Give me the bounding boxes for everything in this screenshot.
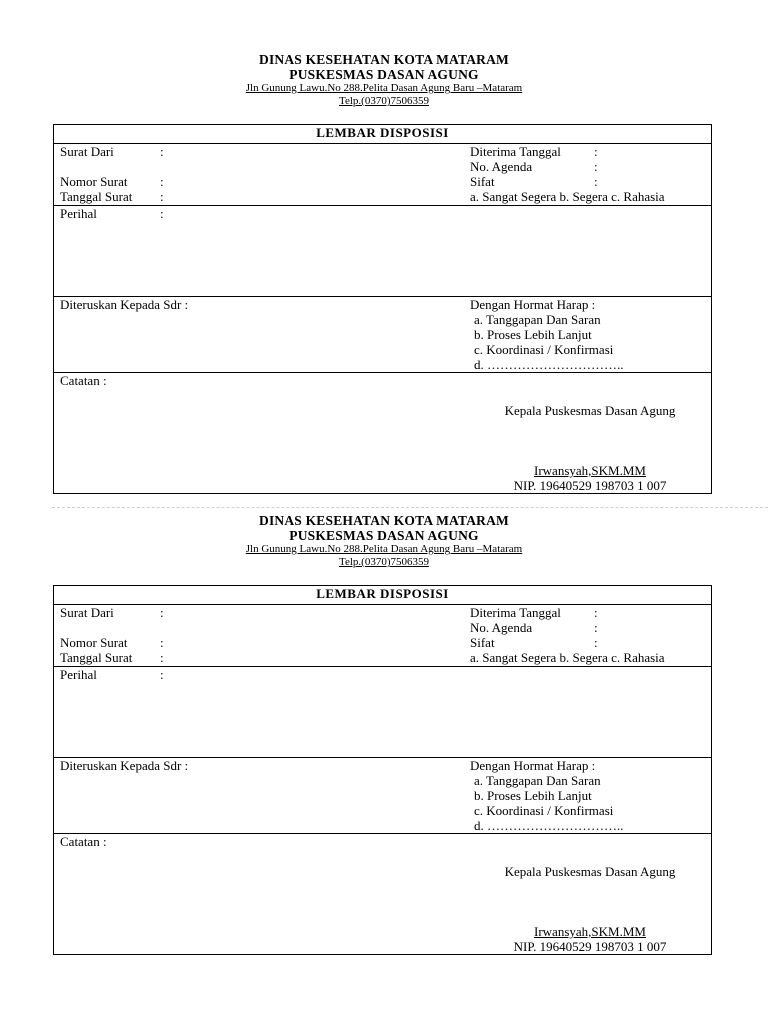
catatan-label: Catatan : <box>60 373 107 388</box>
option-d: d. ………………………….. <box>474 357 624 372</box>
letterhead <box>0 52 768 108</box>
catatan-label: Catatan : <box>60 834 107 849</box>
option-c: c. Koordinasi / Konfirmasi <box>474 342 614 357</box>
tanggal-surat-colon: : <box>160 650 164 665</box>
letter-info-row <box>54 144 712 206</box>
cut-line <box>52 507 768 508</box>
unit-name: PUSKESMAS DASAN AGUNG <box>289 67 479 82</box>
form-title: LEMBAR DISPOSISI <box>54 125 712 144</box>
notes-row <box>54 834 712 955</box>
diterima-tanggal-colon: : <box>594 144 598 159</box>
diterima-tanggal-colon: : <box>594 605 598 620</box>
sifat-options: a. Sangat Segera b. Segera c. Rahasia <box>470 189 665 204</box>
perihal-row <box>54 206 712 297</box>
agency-name: DINAS KESEHATAN KOTA MATARAM <box>259 513 509 528</box>
disposition-table <box>53 124 712 494</box>
phone: Telp.(0370)7506359 <box>339 95 429 107</box>
letterhead <box>0 513 768 569</box>
dengan-hormat-label: Dengan Hormat Harap : <box>470 297 596 312</box>
nomor-surat-colon: : <box>160 635 164 650</box>
tanggal-surat-label: Tanggal Surat <box>60 189 133 204</box>
surat-dari-colon: : <box>160 144 164 159</box>
tanggal-surat-label: Tanggal Surat <box>60 650 133 665</box>
sifat-colon: : <box>594 174 598 189</box>
agency-name: DINAS KESEHATAN KOTA MATARAM <box>259 52 509 67</box>
option-b: b. Proses Lebih Lanjut <box>474 788 592 803</box>
dengan-hormat-label: Dengan Hormat Harap : <box>470 758 596 773</box>
perihal-colon: : <box>160 206 164 221</box>
signature-position: Kepala Puskesmas Dasan Agung <box>504 864 676 879</box>
option-d: d. ………………………….. <box>474 818 624 833</box>
signature-position: Kepala Puskesmas Dasan Agung <box>504 403 676 418</box>
letter-info-row <box>54 605 712 667</box>
diterima-tanggal-label: Diterima Tanggal <box>470 605 561 620</box>
surat-dari-label: Surat Dari <box>60 605 114 620</box>
option-a: a. Tanggapan Dan Saran <box>474 312 601 327</box>
address: Jln Gunung Lawu.No 288.Pelita Dasan Agung Baru –Mataram <box>245 543 523 555</box>
sifat-label: Sifat <box>470 635 495 650</box>
perihal-row <box>54 667 712 758</box>
diterima-tanggal-label: Diterima Tanggal <box>470 144 561 159</box>
phone: Telp.(0370)7506359 <box>339 556 429 568</box>
nomor-surat-label: Nomor Surat <box>60 635 128 650</box>
form-title: LEMBAR DISPOSISI <box>54 586 712 605</box>
perihal-colon: : <box>160 667 164 682</box>
sifat-label: Sifat <box>470 174 495 189</box>
nomor-surat-colon: : <box>160 174 164 189</box>
surat-dari-colon: : <box>160 605 164 620</box>
sifat-options: a. Sangat Segera b. Segera c. Rahasia <box>470 650 665 665</box>
nomor-surat-label: Nomor Surat <box>60 174 128 189</box>
diteruskan-label: Diteruskan Kepada Sdr : <box>60 758 189 773</box>
notes-row <box>54 373 712 494</box>
disposition-form-1 <box>0 52 768 493</box>
address: Jln Gunung Lawu.No 288.Pelita Dasan Agung Baru –Mataram <box>245 82 523 94</box>
diteruskan-label: Diteruskan Kepada Sdr : <box>60 297 189 312</box>
disposition-form-2 <box>0 513 768 954</box>
signature-name: Irwansyah,SKM.MM <box>534 924 646 939</box>
option-c: c. Koordinasi / Konfirmasi <box>474 803 614 818</box>
forwarding-row <box>54 297 712 373</box>
signature-nip: NIP. 19640529 198703 1 007 <box>513 478 667 493</box>
no-agenda-colon: : <box>594 620 598 635</box>
no-agenda-label: No. Agenda <box>470 620 533 635</box>
option-b: b. Proses Lebih Lanjut <box>474 327 592 342</box>
perihal-label: Perihal <box>60 667 97 682</box>
forwarding-row <box>54 758 712 834</box>
unit-name: PUSKESMAS DASAN AGUNG <box>289 528 479 543</box>
option-a: a. Tanggapan Dan Saran <box>474 773 601 788</box>
disposition-table <box>53 585 712 955</box>
perihal-label: Perihal <box>60 206 97 221</box>
signature-nip: NIP. 19640529 198703 1 007 <box>513 939 667 954</box>
surat-dari-label: Surat Dari <box>60 144 114 159</box>
sifat-colon: : <box>594 635 598 650</box>
tanggal-surat-colon: : <box>160 189 164 204</box>
signature-name: Irwansyah,SKM.MM <box>534 463 646 478</box>
no-agenda-label: No. Agenda <box>470 159 533 174</box>
no-agenda-colon: : <box>594 159 598 174</box>
